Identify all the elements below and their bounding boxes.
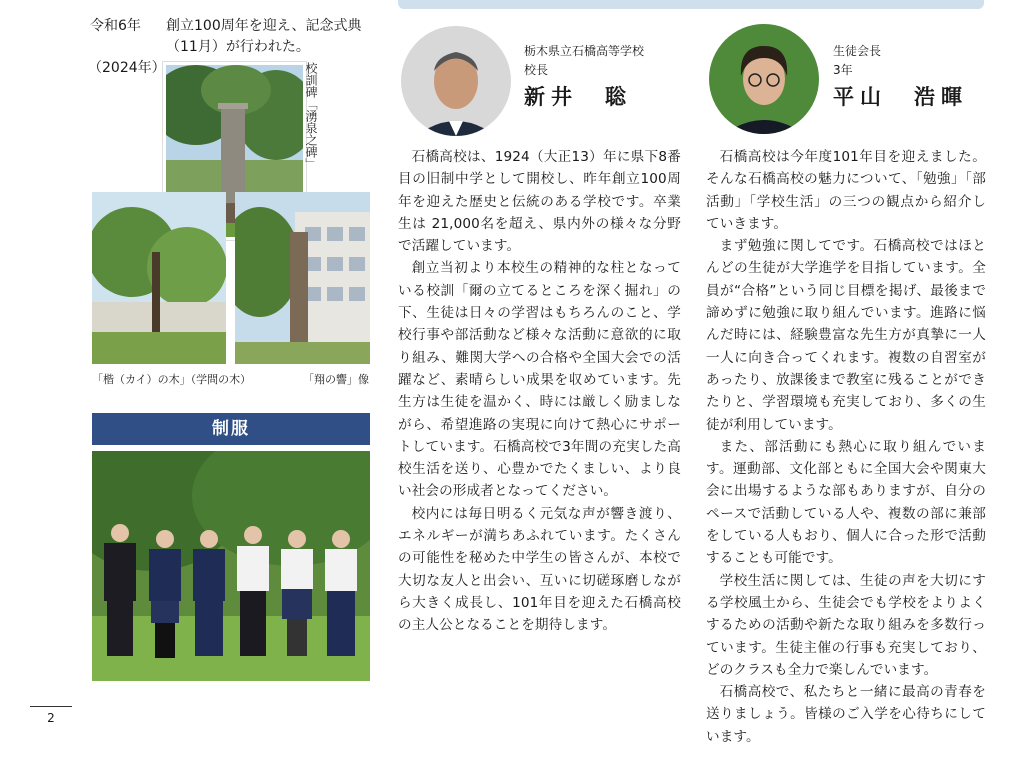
principal-school: 栃木県立石橋高等学校 [524,44,645,58]
principal-paragraph: 石橋高校は、1924（大正13）年に県下8番目の旧制中学として開校し、昨年創立100周年を迎えた歴史と伝統のある学校です。卒業生は 21,000名を超え、県内外の様々な分野で活躍しています。 [398,149,681,255]
student-portrait [709,24,819,134]
student-header [833,42,968,111]
student-name: 平山 浩暉 [833,85,968,109]
page-number: 2 [30,706,72,725]
header-band [398,0,984,9]
student-message [706,146,986,748]
tree-caption: 「楷（カイ）の木」（学問の木） [92,373,252,386]
principal-paragraph: 創立当初より本校生の精神的な柱となっている校訓「爾の立てるところを深く掘れ」の下、生徒は日々の学習はもちろんのこと、学校行事や部活動など様々な活動に意欲的に取り組み、難関大学への合格や全国大会での活躍など、素晴らしい成果を収めています。先生方は生徒を温かく、時には厳しく励ましながら、希望進路の実現に向けて熱心にサポートしています。石橋高校で3年間の充実した高校生活を送り、心豊かでたくましい、より良い社会の形成者となってください。 [398,260,681,500]
principal-message [398,146,681,637]
principal-paragraph: 校内には毎日明るく元気な声が響き渡り、エネルギーが満ちあふれています。たくさんの可能性を秘めた中学生の皆さんが、本校で大切な友人と出会い、互いに切磋琢磨しながら大きく成長し、101年目を迎えた石橋高校の主人公となることを期待します。 [398,505,681,634]
uniform-photo [92,451,370,681]
monument-caption: 校訓碑「湧泉之碑」 [304,62,318,170]
principal-role: 校長 [524,63,549,77]
principal-name: 新井 聡 [524,85,632,109]
student-role: 生徒会長 [833,44,882,58]
student-paragraph: 学校生活に関しては、生徒の声を大切にする学校風土から、生徒会でも学校をよりよくするための活動や新たな取り組みを多数行っています。生徒主催の行事も充実しており、どのクラスも全力で楽しんでいます。 [706,572,986,678]
student-paragraph: 石橋高校で、私たちと一緒に最高の青春を送りましょう。皆様のご入学を心待ちにしています。 [706,684,986,745]
era-year-western: （2024年） [88,60,166,76]
anniversary-text: 創立100周年を迎え、記念式典（11月）が行われた。 [166,18,362,55]
student-paragraph: また、部活動にも熱心に取り組んでいます。運動部、文化部ともに全国大会や関東大会に出場するような部もありますが、自分のペースで活動している人や、複数の部に兼部をしている人もおり、個人に合った形で活動することも可能です。 [706,438,986,567]
student-paragraph: 石橋高校は今年度101年目を迎えました。そんな石橋高校の魅力について、「勉強」「部活動」「学校生活」の三つの観点から紹介していきます。 [706,149,986,232]
principal-portrait [401,26,511,136]
era-year: 令和6年 [90,18,141,34]
principal-header [524,42,644,111]
student-paragraph: まず勉強に関してです。石橋高校ではほとんどの生徒が大学進学を目指しています。全員が“合格”という同じ目標を掲げ、最後まで諦めずに勉強に取り組んでいます。進路に悩んだ時には、経験豊富な先生方が真摯に一人一人に向き合ってくれます。複数の自習室があったり、放課後まで教室に残ることができたりと、学習環境も充実しており、多くの生徒が利用しています。 [706,238,986,433]
statue-photo [235,192,370,364]
student-grade: 3年 [833,63,853,77]
tree-photo [92,192,226,364]
statue-caption: 「翔の響」像 [303,373,369,386]
uniform-heading: 制服 [92,413,370,445]
